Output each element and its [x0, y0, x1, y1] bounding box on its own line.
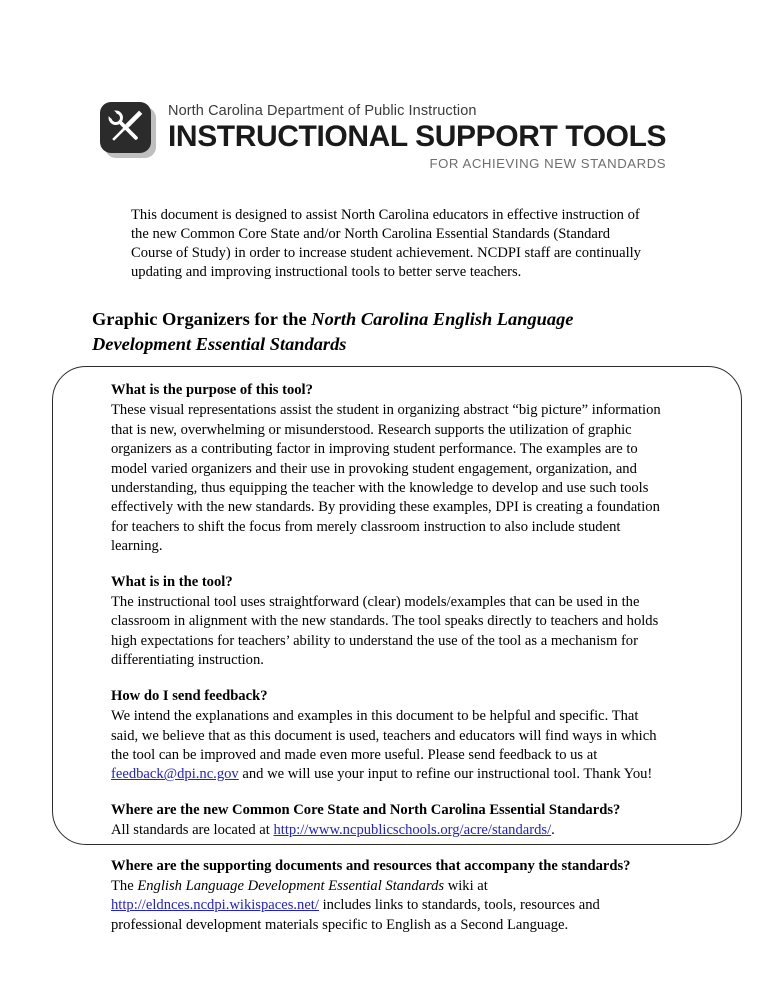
section-heading: Where are the supporting documents and resources that accompany the standards?: [111, 857, 631, 874]
section-body-text: The: [111, 877, 138, 894]
standards-url-link[interactable]: http://www.ncpublicschools.org/acre/standards/: [273, 822, 552, 839]
section-body-text: wiki at: [444, 877, 488, 894]
section-body-text: .: [551, 822, 555, 839]
masthead: [98, 100, 666, 170]
section-purpose: [111, 381, 669, 557]
logo-wordmark: [168, 100, 666, 170]
section-feedback: [111, 687, 669, 785]
section-body: [111, 877, 669, 935]
page-title-standards: North Carolina English Language Development Essential Standards: [92, 309, 574, 354]
section-body: [111, 821, 669, 840]
section-body: [111, 707, 669, 785]
feedback-email-link[interactable]: feedback@dpi.nc.gov: [111, 766, 239, 783]
section-body-text: includes links to standards, tools, resources and professional development materials specific to English as a Second Language.: [111, 897, 600, 933]
agency-name: North Carolina Department of Public Instruction: [168, 103, 477, 119]
section-heading: What is in the tool?: [111, 573, 233, 590]
section-supporting-documents: [111, 857, 669, 936]
intro-paragraph: This document is designed to assist North Carolina educators in effective instruction of the new Common Core State and/or North Carolina Essential Standards (Standard Course of Study) in order to increase student achievement. NCDPI staff are continually updating and improving instructional tools to better serve teachers.: [131, 206, 641, 281]
tools-crossed-icon: [98, 100, 158, 160]
info-box: [52, 366, 742, 933]
section-body: The instructional tool uses straightforward (clear) models/examples that can be used in the classroom in alignment with the new standards. The tool speaks directly to teachers and holds high expectations for teachers’ ability to understand the use of the tool as a mechanism for differentiating instruction.: [111, 594, 659, 669]
wiki-url-link[interactable]: http://eldnces.ncdpi.wikispaces.net/: [111, 897, 319, 914]
standards-name-italic: English Language Development Essential Standards: [137, 877, 445, 894]
page-title-lead: Graphic Organizers for the: [92, 309, 312, 330]
section-standards-location: [111, 801, 669, 841]
section-body: These visual representations assist the student in organizing abstract “big picture” information that is new, overwhelming or misunderstood. Research supports the utilization of graphic organizers as a contributing factor in improving student performance. The examples are to model varied organizers and their use in provoking student engagement, organization, and understanding, thus equipping the teacher with the knowledge to develop and use such tools effectively with the new standards. By providing these examples, DPI is creating a foundation for teachers to shift the focus from merely classroom instruction to also include student learning.: [111, 402, 661, 555]
section-heading: What is the purpose of this tool?: [111, 382, 313, 398]
program-tagline: FOR ACHIEVING NEW STANDARDS: [429, 155, 667, 171]
section-body-text: All standards are located at: [111, 822, 274, 839]
page-title: [92, 307, 612, 356]
section-body-text: and we will use your input to refine our instructional tool. Thank You!: [238, 766, 653, 783]
program-title: INSTRUCTIONAL SUPPORT TOOLS: [168, 119, 667, 153]
section-heading: How do I send feedback?: [111, 687, 268, 704]
section-body-text: We intend the explanations and examples in this document to be helpful and specific. That said, we believe that as this document is used, teachers and educators will find ways in which the tool can be improved and made even more useful. Please send feedback to us at: [111, 708, 657, 763]
section-heading: Where are the new Common Core State and North Carolina Essential Standards?: [111, 801, 621, 818]
info-box-content: [111, 381, 669, 935]
section-what-is-in-tool: [111, 573, 669, 671]
